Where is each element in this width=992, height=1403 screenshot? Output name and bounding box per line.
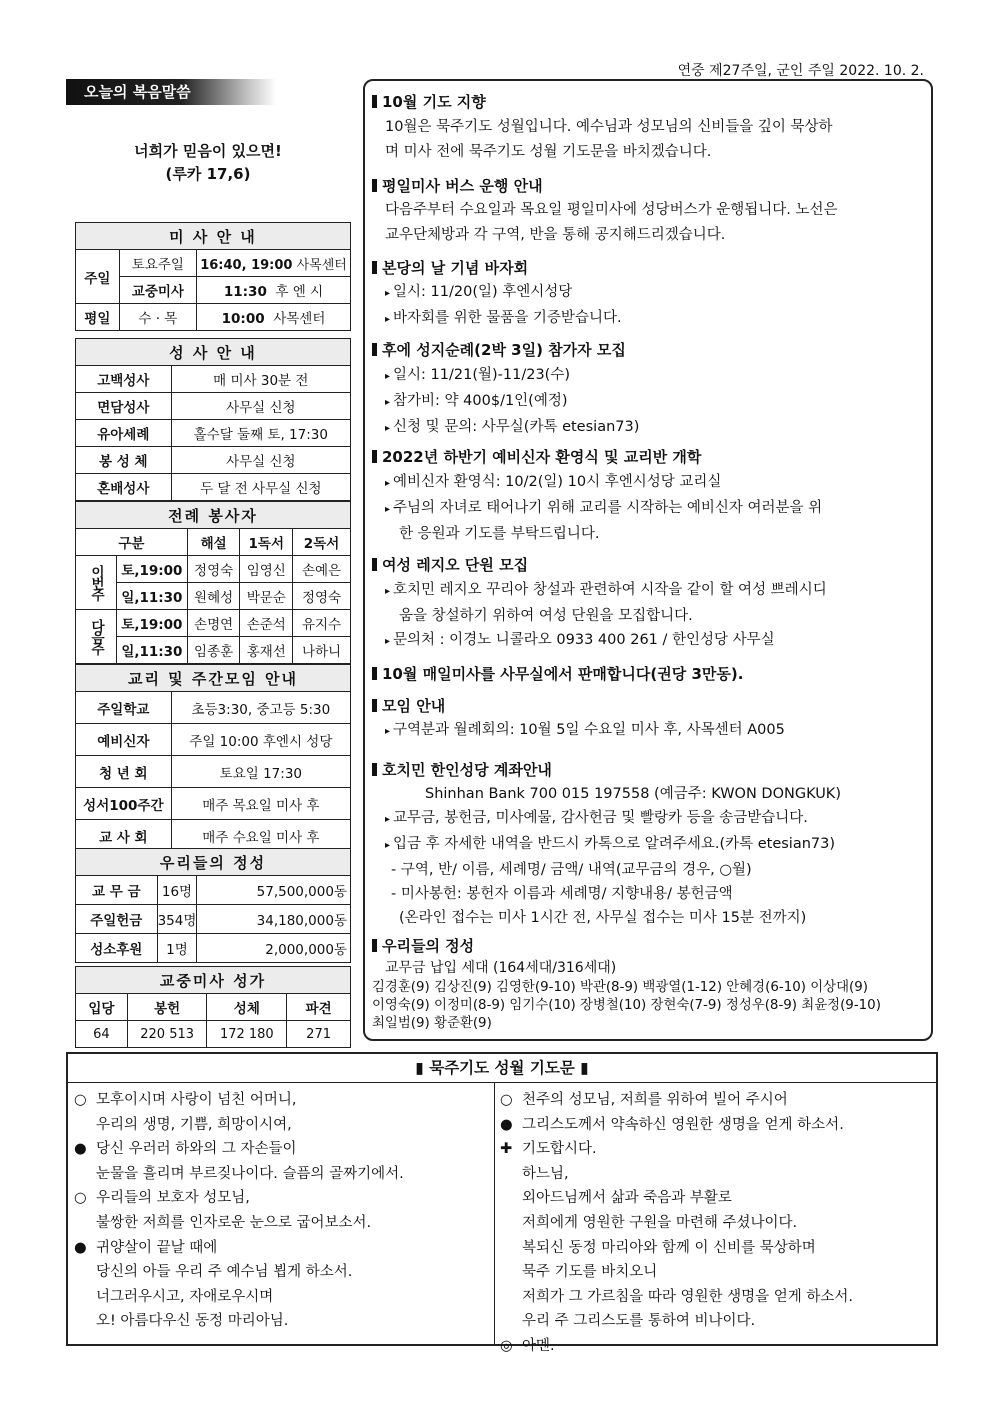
gospel-verse-text: 너희가 믿음이 있으면! [134, 142, 282, 160]
sacrament-name: 봉 성 체 [76, 447, 172, 474]
servers-header: 구분 [76, 529, 188, 556]
gospel-tag: 오늘의 복음말씀 [66, 79, 276, 105]
offering-count: 16명 [157, 876, 197, 905]
meeting-value: 초등3:30, 중고등 5:30 [171, 692, 350, 724]
prayer-line [500, 1088, 788, 1113]
meeting-value: 주일 10:00 후엔시 성당 [171, 724, 350, 756]
sacrament-value: 사무실 신청 [171, 393, 350, 420]
prayer-text: 당신의 아들 우리 주 예수님 뵙게 하소서. [96, 1264, 353, 1281]
notice-title: 10월 기도 지향 [372, 91, 486, 112]
notice-body: 다음주부터 수요일과 목요일 평일미사에 성당버스가 운행됩니다. 노선은 교우단체방과 각 구역, 반을 통해 공지해드리겠습니다. [385, 202, 838, 243]
prayer-text: 모후이시며 사랑이 넘친 어머니, [96, 1092, 297, 1108]
hymn-number: 172 180 [207, 1021, 287, 1048]
servers-header: 2독서 [293, 529, 351, 556]
mass-section-title: 미 사 안 내 [76, 223, 351, 250]
meeting-name: 성서100주간 [76, 788, 172, 820]
prayer-symbol: ✚ [500, 1141, 513, 1158]
offering-count: 1명 [157, 934, 197, 963]
prayer-text: 우리의 생명, 기쁨, 희망이시여, [96, 1116, 292, 1133]
hymn-header: 성체 [207, 994, 287, 1021]
mass-place: 후 엔 시 [275, 284, 324, 300]
gospel-verse-ref: (루카 17,6) [165, 165, 251, 183]
mass-name: 교중미사 [119, 277, 196, 304]
hymn-number: 220 513 [127, 1021, 207, 1048]
offering-amount: 34,180,000동 [197, 905, 351, 934]
server-time: 일,11:30 [117, 637, 188, 664]
prayer-line [74, 1285, 273, 1310]
prayer-line [500, 1285, 853, 1310]
sacrament-name: 면담성사 [76, 393, 172, 420]
prayer-symbol: ● [74, 1141, 87, 1158]
sacrament-value: 홀수달 둘째 토, 17:30 [171, 420, 350, 447]
prayer-line [74, 1088, 297, 1113]
prayer-line [500, 1309, 755, 1334]
sacrament-name: 유아세례 [76, 420, 172, 447]
prayer-text: 아멘. [522, 1338, 555, 1354]
prayer-line [74, 1113, 292, 1138]
prayer-line [500, 1162, 569, 1187]
prayer-symbol: ○ [74, 1190, 87, 1207]
prayer-line [74, 1309, 288, 1334]
prayer-text: 묵주 기도를 바치오니 [522, 1264, 658, 1281]
prayer-text: 복되신 동정 마리아와 함께 이 신비를 묵상하며 [522, 1239, 816, 1256]
hymn-header: 봉헌 [127, 994, 207, 1021]
prayer-text: 우리 주 그리스도를 통하여 비나이다. [522, 1313, 756, 1330]
notice-title: 평일미사 버스 운행 안내 [372, 175, 543, 196]
prayer-line [74, 1186, 250, 1211]
prayer-line [74, 1260, 352, 1285]
mass-name: 수 · 목 [119, 304, 196, 331]
meeting-name: 예비신자 [76, 724, 172, 756]
prayer-line [500, 1186, 732, 1211]
prayer-symbol: ○ [500, 1092, 513, 1108]
meetings-table [75, 664, 351, 852]
sacrament-value: 두 달 전 사무실 신청 [171, 474, 350, 501]
meeting-value: 매주 목요일 미사 후 [171, 788, 350, 820]
prayer-title: ▮ 묵주기도 성월 기도문 ▮ [68, 1054, 936, 1083]
prayer-symbol: ○ [74, 1092, 87, 1108]
sacrament-section-title: 성 사 안 내 [76, 339, 351, 366]
offerings-table [75, 848, 351, 963]
prayer-line [500, 1113, 844, 1138]
server-name: 손준석 [240, 610, 293, 637]
gospel-verse [76, 140, 340, 186]
notice-bullets: ▸ 구역분과 월례회의: 10월 5일 수요일 미사 후, 사목센터 A005 [385, 722, 785, 738]
server-name: 손명연 [187, 610, 240, 637]
sacrament-value: 사무실 신청 [171, 447, 350, 474]
notice-bullets: ▸ 일시: 11/20(일) 후엔시성당 ▸ 바자회를 위한 물품을 기증받습니다. [385, 284, 622, 326]
hymns-section-title: 교중미사 성가 [76, 967, 351, 994]
prayer-text: 눈물을 흘리며 부르짖나이다. 슬픔의 골짜기에서. [96, 1165, 404, 1182]
mass-name: 토요주일 [119, 250, 196, 277]
notices-box [363, 79, 933, 1041]
this-week-label: 이번주 [76, 556, 117, 610]
next-week-label: 다음주 [76, 610, 117, 664]
notice-title: 여성 레지오 단원 모집 [372, 554, 528, 575]
prayer-text: 귀양살이 끝날 때에 [96, 1239, 218, 1256]
notice-title: 우리들의 정성 [372, 935, 474, 956]
prayer-text: 저희에게 영원한 구원을 마련해 주셨나이다. [522, 1215, 798, 1231]
server-name: 홍재선 [240, 637, 293, 664]
info-table [75, 222, 351, 331]
meeting-value: 토요일 17:30 [171, 756, 350, 788]
meeting-value: 매주 수요일 미사 후 [171, 820, 350, 852]
prayer-line [500, 1236, 816, 1261]
prayer-text: 당신 우러러 하와의 그 자손들이 [96, 1141, 297, 1158]
notice-title: 본당의 날 기념 바자회 [372, 257, 528, 278]
prayer-line [500, 1137, 597, 1162]
hymn-header: 입당 [76, 994, 128, 1021]
server-time: 토,19:00 [117, 610, 188, 637]
prayer-text: 그리스도께서 약속하신 영원한 생명을 얻게 하소서. [522, 1116, 844, 1133]
prayer-text: 불쌍한 저희를 인자로운 눈으로 굽어보소서. [96, 1215, 372, 1231]
prayer-text: 천주의 성모님, 저희를 위하여 빌어 주시어 [522, 1092, 788, 1108]
offering-amount: 2,000,000동 [197, 934, 351, 963]
rosary-prayer-box [66, 1052, 938, 1354]
prayer-line [500, 1334, 555, 1359]
bank-account: Shinhan Bank 700 015 197558 (예금주: KWON DONGKUK) [425, 786, 841, 802]
notice-body: 10월은 묵주기도 성월입니다. 예수님과 성모님의 신비들을 깊이 묵상하 며 미사 전에 묵주기도 성월 기도문을 바치겠습니다. [385, 119, 833, 160]
prayer-line [74, 1162, 404, 1187]
notice-bullets: ▸ 호치민 레지오 꾸리아 창설과 관련하여 시작을 같이 할 여성 쁘레시디 움을 창설하기 위하여 여성 단원을 모집합니다. ▸ 문의처 : 이경노 니콜라오 0933 400 261 / 한인성당 사무실 [385, 582, 827, 648]
server-name: 임종훈 [187, 637, 240, 664]
weekday-label: 평일 [76, 304, 120, 331]
prayer-text: 하느님, [522, 1165, 569, 1182]
offering-name: 주일헌금 [76, 905, 158, 934]
mass-place: 사목센터 [296, 257, 347, 273]
prayer-line [500, 1260, 657, 1285]
offering-count: 354명 [157, 905, 197, 934]
notice-title: 후에 성지순례(2박 3일) 참가자 모집 [372, 339, 626, 360]
household-names: 김경훈(9) 김상진(9) 김영한(9-10) 박관(8-9) 백광열(1-12) 안혜경(6-10) 이상대(9) 이영숙(9) 이정미(8-9) 임기수(10) 장병철(10) 장현숙(7-9) 정성우(8-9) 최윤정(9-10) 최일범(9) 황준환(9) [372, 980, 881, 1031]
mass-time: 10:00 [221, 311, 265, 327]
server-name: 정영숙 [293, 583, 351, 610]
prayer-text: 외아드님께서 삶과 죽음과 부활로 [522, 1190, 732, 1207]
server-time: 토,19:00 [117, 556, 188, 583]
prayer-symbol: ◎ [500, 1338, 513, 1354]
prayer-divider [494, 1083, 495, 1346]
server-name: 유지수 [293, 610, 351, 637]
server-name: 박문순 [240, 583, 293, 610]
prayer-symbol: ● [500, 1116, 513, 1133]
meeting-name: 주일학교 [76, 692, 172, 724]
server-name: 임영신 [240, 556, 293, 583]
prayer-text: 우리들의 보호자 성모님, [96, 1190, 250, 1207]
meeting-name: 청 년 회 [76, 756, 172, 788]
prayer-text: 기도합시다. [522, 1141, 597, 1158]
meeting-name: 교 사 회 [76, 820, 172, 852]
household-summary: 교무금 납입 세대 (164세대/316세대) [385, 960, 617, 976]
servers-header: 해설 [187, 529, 240, 556]
server-name: 원혜성 [187, 583, 240, 610]
sacrament-name: 혼배성사 [76, 474, 172, 501]
offering-name: 교 무 금 [76, 876, 158, 905]
notice-bullets: ▸ 일시: 11/21(월)-11/23(수) ▸ 참가비: 약 400$/1인(예정) ▸ 신청 및 문의: 사무실(카톡 etesian73) [385, 367, 640, 435]
hymn-number: 64 [76, 1021, 128, 1048]
mass-time: 11:30 [223, 284, 267, 300]
offerings-section-title: 우리들의 정성 [76, 849, 351, 876]
prayer-line [74, 1211, 371, 1236]
prayer-text: 저희가 그 가르침을 따라 영원한 생명을 얻게 하소서. [522, 1288, 854, 1305]
sacrament-table [75, 338, 351, 501]
hymn-number: 271 [287, 1021, 351, 1048]
prayer-line [500, 1211, 797, 1236]
offering-name: 성소후원 [76, 934, 158, 963]
notice-bullets: ▸ 예비신자 환영식: 10/2(일) 10시 후엔시성당 교리실 ▸ 주님의 자녀로 태어나기 위해 교리를 시작하는 예비신자 여러분을 위 한 응원과 기도를 부탁드립니다. [385, 474, 823, 542]
prayer-text: 너그러우시고, 자애로우시며 [96, 1288, 274, 1305]
hymns-table [75, 966, 351, 1048]
sunday-label: 주일 [76, 250, 120, 304]
notice-title: 10월 매일미사를 사무실에서 판매합니다(권당 3만동). [372, 663, 743, 684]
mass-place: 사목센터 [273, 311, 326, 327]
mass-time: 16:40, 19:00 [200, 257, 293, 273]
sacrament-value: 매 미사 30분 전 [171, 366, 350, 393]
prayer-text: 오! 아름다우신 동정 마리아님. [96, 1313, 289, 1330]
bulletin-date: 연중 제27주일, 군인 주일 2022. 10. 2. [677, 63, 924, 79]
notice-title: 호치민 한인성당 계좌안내 [372, 759, 552, 780]
notice-title: 2022년 하반기 예비신자 환영식 및 교리반 개학 [372, 446, 701, 467]
notice-title: 모임 안내 [372, 695, 445, 716]
notice-bullets: Shinhan Bank 700 015 197558 (예금주: KWON DONGKUK) ▸ 교무금, 봉헌금, 미사예물, 감사헌금 및 빨랑카 등을 송금받습니다. ▸ 입금 후 자세한 내역을 반드시 카톡으로 알려주세요.(카톡 etesian73) - 구역, 반/ 이름, 세례명/ 금액/ 내역(교무금의 경우, ○월) - 미사봉헌: 봉헌자 이름과 세례명/ 지향내용/ 봉헌금액 (온라인 접수는 미사 1시간 전, 사무실 접수는 미사 15분 전까지) [385, 782, 927, 930]
servers-header: 1독서 [240, 529, 293, 556]
servers-section-title: 전례 봉사자 [76, 502, 351, 529]
hymn-header: 파견 [287, 994, 351, 1021]
servers-table [75, 501, 351, 664]
server-name: 손예은 [293, 556, 351, 583]
server-time: 일,11:30 [117, 583, 188, 610]
prayer-line [74, 1137, 297, 1162]
server-name: 정영숙 [187, 556, 240, 583]
sacrament-name: 고백성사 [76, 366, 172, 393]
server-name: 나하니 [293, 637, 351, 664]
prayer-symbol: ● [74, 1239, 87, 1256]
prayer-line [74, 1236, 217, 1261]
offering-amount: 57,500,000동 [197, 876, 351, 905]
meetings-section-title: 교리 및 주간모임 안내 [76, 665, 351, 692]
